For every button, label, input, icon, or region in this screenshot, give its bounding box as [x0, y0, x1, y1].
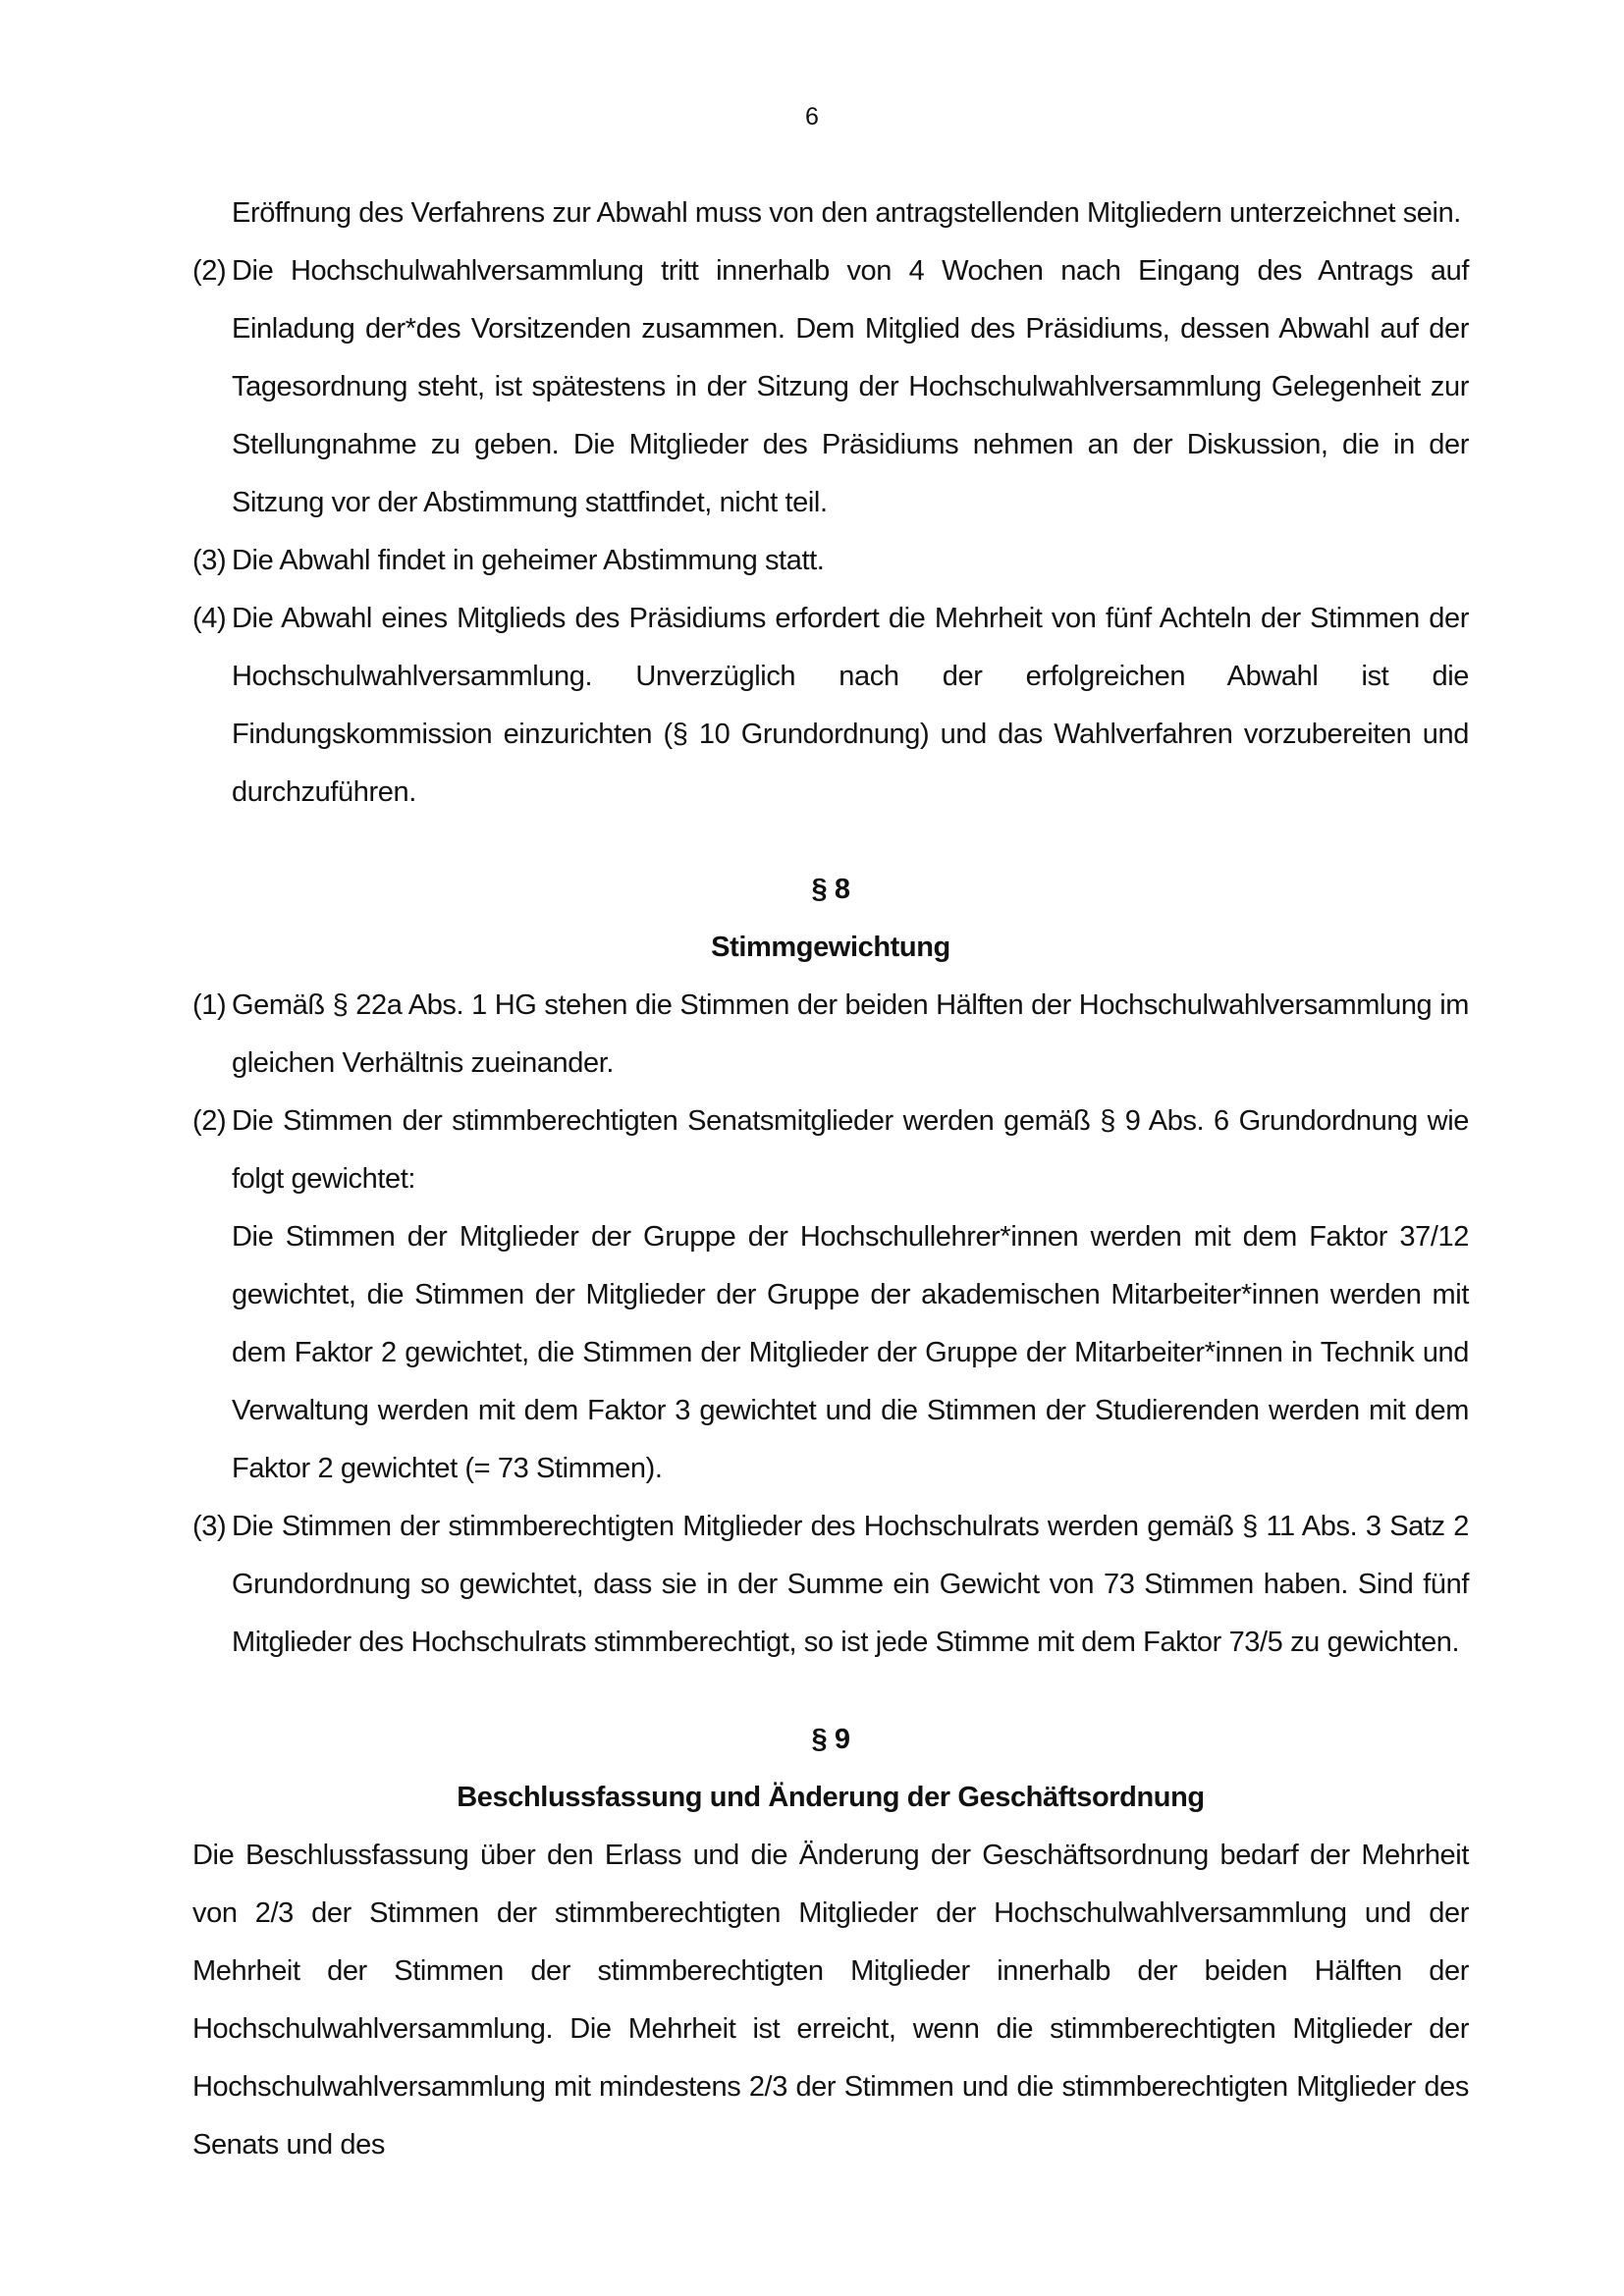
item-number: (4) [192, 603, 227, 634]
section-8-title: Stimmgewichtung [711, 932, 950, 963]
item-number: (3) [192, 545, 227, 576]
page-number: 6 [805, 103, 819, 131]
section8-item-2-detail: Die Stimmen der Mitglieder der Gruppe der Hochschullehrer*innen werden mit dem Faktor 37/12 gewichtet, die Stimmen der Mitglieder der Gruppe der akademischen Mitarbeiter*innen werden mit dem Faktor 2 gewichtet, die Stimmen der Mitglieder der Gruppe der Mitarbeiter*innen in Technik und Verwaltung werden mit dem Faktor 3 gewichtet und die Stimmen der Studierenden werden mit dem Faktor 2 gewichtet (= 73 Stimmen). [232, 1221, 1469, 1484]
section9-paragraph: Die Beschlussfassung über den Erlass und die Änderung der Geschäftsordnung bedarf der Mehrheit von 2/3 der Stimmen der stimmberechtigten Mitglieder der Hochschulwahlversammlung und der Mehrheit der Stimmen der stimmberechtigten Mitglieder innerhalb der beiden Hälften der Hochschulwahlversammlung. Die Mehrheit ist erreicht, wenn die stimmberechtigten Mitglieder der Hochschulwahlversammlung mit mindestens 2/3 der Stimmen und die stimmberechtigten Mitglieder des Senats und des [192, 1840, 1469, 2161]
section8-item-1 [192, 977, 1469, 1093]
section-9-title: Beschlussfassung und Änderung der Geschäftsordnung [457, 1782, 1205, 1813]
item-text: Die Stimmen der stimmberechtigten Senatsmitglieder werden gemäß § 9 Abs. 6 Grundordnung wie folgt gewichtet: [232, 1105, 1469, 1195]
item-text: Die Hochschulwahlversammlung tritt innerhalb von 4 Wochen nach Eingang des Antrags auf Einladung der*des Vorsitzenden zusammen. Dem Mitglied des Präsidiums, dessen Abwahl auf der Tagesordnung steht, ist spätestens in der Sitzung der Hochschulwahlversammlung Gelegenheit zur Stellungnahme zu geben. Die Mitglieder des Präsidiums nehmen an der Diskussion, die in der Sitzung vor der Abstimmung stattfindet, nicht teil. [232, 255, 1469, 518]
item-number: (2) [192, 1105, 227, 1137]
section8-item-3 [192, 1498, 1469, 1672]
document-body [192, 185, 1469, 2174]
item-number: (3) [192, 1511, 227, 1542]
section7-item-3 [192, 532, 1469, 590]
section-9-number: § 9 [811, 1724, 850, 1755]
item-text: Die Abwahl eines Mitglieds des Präsidiums erfordert die Mehrheit von fünf Achteln der Stimmen der Hochschulwahlversammlung. Unverzüglich nach der erfolgreichen Abwahl ist die Findungskommission einzurichten (§ 10 Grundordnung) und das Wahlverfahren vorzubereiten und durchzuführen. [232, 603, 1469, 808]
section-8-number: § 8 [811, 874, 850, 905]
section7-item-4 [192, 590, 1469, 822]
item-text: Die Abwahl findet in geheimer Abstimmung statt. [232, 545, 825, 576]
item-text: Die Stimmen der stimmberechtigten Mitglieder des Hochschulrats werden gemäß § 11 Abs. 3 Satz 2 Grundordnung so gewichtet, dass sie in der Summe ein Gewicht von 73 Stimmen haben. Sind fünf Mitglieder des Hochschulrats stimmberechtigt, so ist jede Stimme mit dem Faktor 73/5 zu gewichten. [232, 1511, 1469, 1658]
item-text: Gemäß § 22a Abs. 1 HG stehen die Stimmen der beiden Hälften der Hochschulwahlversammlung im gleichen Verhältnis zueinander. [232, 989, 1469, 1079]
section7-item-2 [192, 242, 1469, 532]
item-number: (2) [192, 255, 227, 287]
section8-item-2 [192, 1093, 1469, 1208]
item-number: (1) [192, 989, 227, 1021]
paragraph-continuation: Eröffnung des Verfahrens zur Abwahl muss von den antragstellenden Mitgliedern unterzeichnet sein. [232, 197, 1461, 229]
